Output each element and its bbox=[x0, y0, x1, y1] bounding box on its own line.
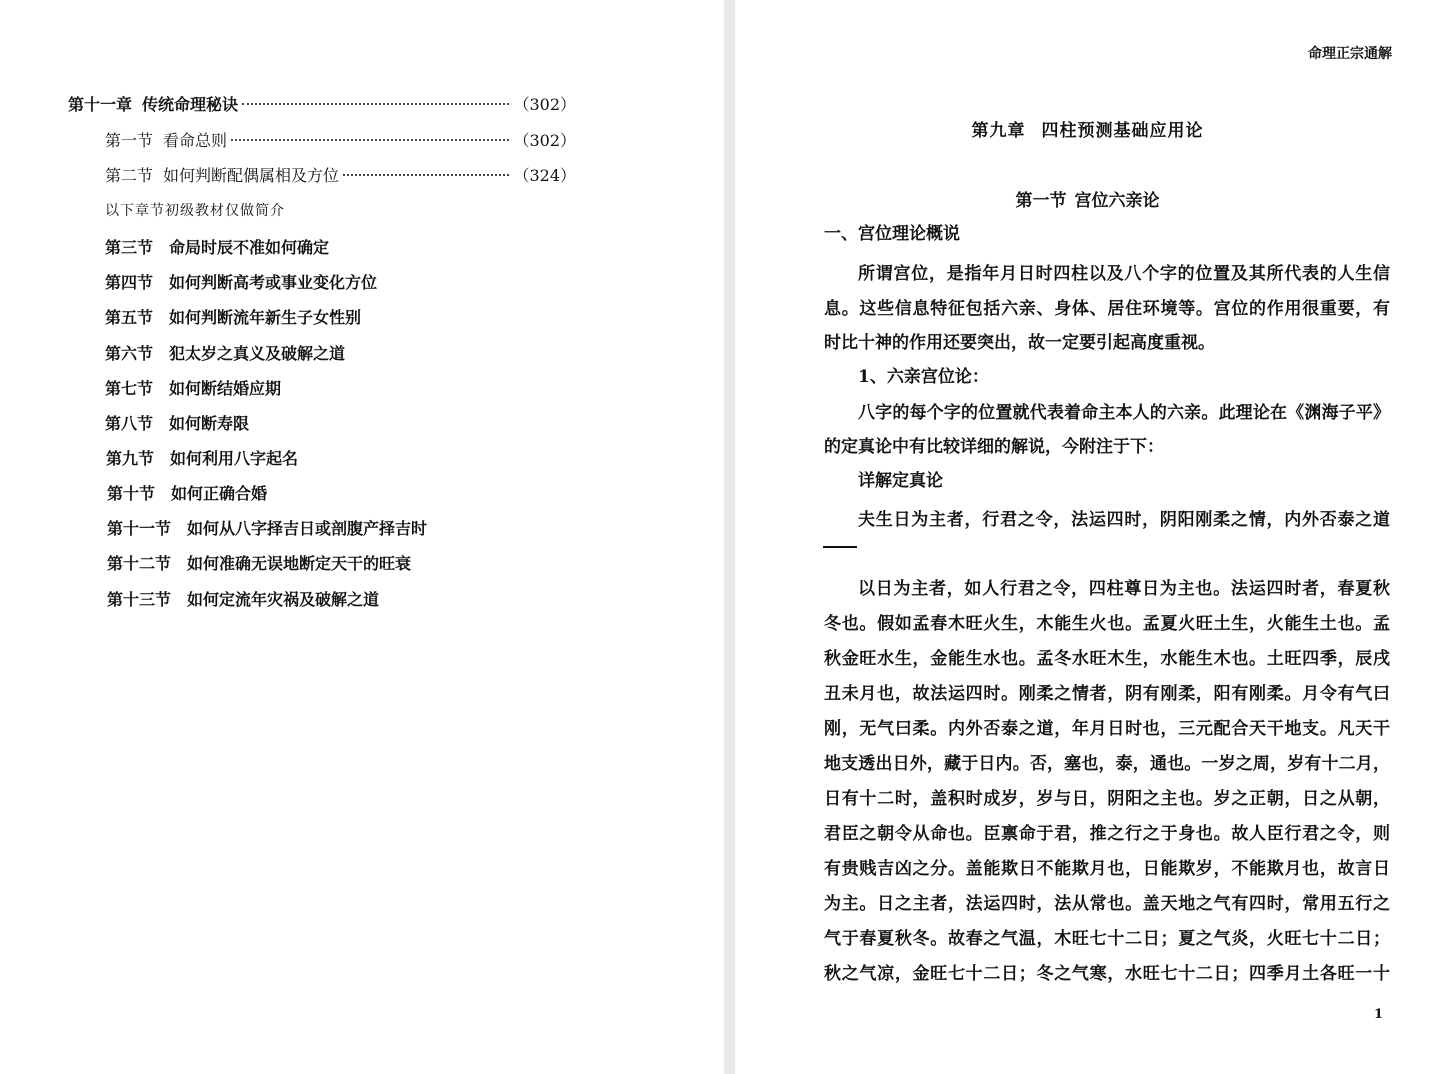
chapter-name: 四柱预测基础应用论 bbox=[1041, 121, 1204, 141]
toc-section-label: 第十二节 bbox=[107, 554, 172, 573]
body-line: 以日为主者，如人行君之令，四柱尊日为主也。法运四时者，春夏秋 bbox=[858, 579, 1390, 599]
toc-section-label: 第九节 bbox=[106, 449, 155, 468]
toc-section-title: 犯太岁之真义及破解之道 bbox=[169, 344, 346, 363]
body-line: 秋金旺水生，金能生水也。孟冬水旺木生，水能生木也。土旺四季，辰戌 bbox=[824, 649, 1390, 669]
body-line: 的定真论中有比较详细的解说，今附注于下： bbox=[824, 437, 1164, 457]
running-head: 命理正宗通解 bbox=[1308, 46, 1392, 62]
toc-page-number: （302） bbox=[513, 131, 576, 150]
body-line: 八字的每个字的位置就代表着命主本人的六亲。此理论在《渊海子平》 bbox=[858, 403, 1390, 423]
toc-section-title: 命局时辰不准如何确定 bbox=[169, 238, 330, 257]
toc-section-entry[interactable] bbox=[106, 446, 298, 469]
body-line: 日有十二时，盖积时成岁，岁与日，阴阳之主也。岁之正朝，日之从朝， bbox=[824, 789, 1390, 809]
toc-chapter-entry[interactable] bbox=[68, 92, 576, 115]
toc-section-label: 第二节 bbox=[105, 166, 154, 185]
toc-page-number: （324） bbox=[513, 166, 576, 185]
toc-section-label: 第一节 bbox=[105, 131, 154, 150]
right-page bbox=[735, 0, 1440, 1074]
toc-section-title: 如何正确合婚 bbox=[171, 484, 268, 503]
toc-section-entry[interactable] bbox=[105, 235, 329, 258]
body-line: 详解定真论 bbox=[858, 471, 943, 491]
toc-section-entry[interactable] bbox=[107, 516, 427, 539]
toc-section-label: 第六节 bbox=[105, 344, 154, 363]
toc-section-label: 第十节 bbox=[107, 484, 156, 503]
toc-section-title: 如何准确无误地断定天干的旺衰 bbox=[187, 554, 412, 573]
body-line: 气于春夏秋冬。故春之气温，木旺七十二日；夏之气炎，火旺七十二日； bbox=[824, 929, 1390, 949]
toc-section-entry[interactable] bbox=[107, 587, 379, 610]
page-number: 1 bbox=[1373, 1007, 1383, 1022]
sub-heading: 一、宫位理论概说 bbox=[824, 224, 960, 244]
toc-section-entry[interactable] bbox=[105, 305, 361, 328]
toc-section-title: 看命总则 bbox=[163, 131, 228, 150]
toc-section-label: 第八节 bbox=[105, 414, 154, 433]
section-name: 宫位六亲论 bbox=[1074, 191, 1160, 211]
toc-section-label: 第五节 bbox=[105, 308, 154, 327]
section-title bbox=[735, 186, 1440, 211]
toc-section-entry[interactable] bbox=[105, 163, 576, 186]
body-line: 时比十神的作用还要突出，故一定要引起高度重视。 bbox=[824, 333, 1215, 353]
toc-section-label: 第十一节 bbox=[107, 519, 172, 538]
body-line: 夫生日为主者，行君之令，法运四时，阴阳刚柔之情，内外否泰之道 bbox=[858, 510, 1390, 530]
section-label: 第一节 bbox=[1015, 191, 1067, 211]
chapter-title bbox=[735, 116, 1440, 141]
toc-section-entry[interactable] bbox=[105, 128, 576, 151]
toc-section-title: 如何定流年灾祸及破解之道 bbox=[187, 590, 380, 609]
body-line: 地支透出日外，藏于日内。否，塞也，泰，通也。一岁之周，岁有十二月， bbox=[824, 754, 1390, 774]
toc-section-title: 如何断结婚应期 bbox=[169, 379, 282, 398]
toc-section-entry[interactable] bbox=[105, 411, 249, 434]
em-dash-line bbox=[823, 546, 857, 548]
body-line: 为主。日之主者，法运四时，法从常也。盖天地之气有四时，常用五行之 bbox=[824, 894, 1390, 914]
toc-section-title: 如何从八字择吉日或剖腹产择吉时 bbox=[187, 519, 428, 538]
toc-section-entry[interactable] bbox=[107, 551, 411, 574]
body-line: 刚，无气曰柔。内外否泰之道，年月日时也，三元配合天干地支。凡天干 bbox=[824, 719, 1390, 739]
body-line: 秋之气凉，金旺七十二日；冬之气寒，水旺七十二日；四季月土各旺一十 bbox=[824, 964, 1390, 984]
body-line: 有贵贱吉凶之分。盖能欺日不能欺月也，日能欺岁，不能欺月也，故言日 bbox=[824, 859, 1390, 879]
toc-section-title: 如何断寿限 bbox=[169, 414, 250, 433]
toc-section-label: 第十三节 bbox=[107, 590, 172, 609]
dot-leader bbox=[231, 139, 509, 141]
toc-page-number: （302） bbox=[513, 95, 576, 114]
toc-note: 以下章节初级教材仅做简介 bbox=[105, 203, 285, 219]
body-line: 息。这些信息特征包括六亲、身体、居住环境等。宫位的作用很重要，有 bbox=[824, 299, 1390, 319]
toc-section-label: 第三节 bbox=[105, 238, 154, 257]
chapter-label: 第九章 bbox=[971, 121, 1026, 141]
dot-leader bbox=[343, 174, 509, 176]
toc-chapter-title: 传统命理秘诀 bbox=[142, 95, 239, 114]
body-line: 1、六亲宫位论： bbox=[858, 367, 989, 387]
dot-leader bbox=[242, 103, 509, 105]
toc-section-entry[interactable] bbox=[105, 341, 345, 364]
toc-section-label: 第四节 bbox=[105, 273, 154, 292]
toc-section-title: 如何判断流年新生子女性别 bbox=[169, 308, 362, 327]
toc-section-title: 如何利用八字起名 bbox=[170, 449, 299, 468]
body-line: 丑未月也，故法运四时。刚柔之情者，阴有刚柔，阳有刚柔。月令有气曰 bbox=[824, 684, 1390, 704]
toc-section-entry[interactable] bbox=[107, 481, 267, 504]
toc-section-entry[interactable] bbox=[105, 376, 281, 399]
toc-section-title: 如何判断配偶属相及方位 bbox=[163, 166, 340, 185]
body-line: 君臣之朝令从命也。臣禀命于君，推之行之于身也。故人臣行君之令，则 bbox=[824, 824, 1390, 844]
toc-section-entry[interactable] bbox=[105, 270, 377, 293]
toc-chapter-label: 第十一章 bbox=[68, 95, 133, 114]
body-line: 冬也。假如孟春木旺火生，木能生火也。孟夏火旺土生，火能生土也。孟 bbox=[824, 614, 1390, 634]
body-line: 所谓宫位，是指年月日时四柱以及八个字的位置及其所代表的人生信 bbox=[858, 264, 1390, 284]
toc-section-label: 第七节 bbox=[105, 379, 154, 398]
toc-section-title: 如何判断高考或事业变化方位 bbox=[169, 273, 378, 292]
